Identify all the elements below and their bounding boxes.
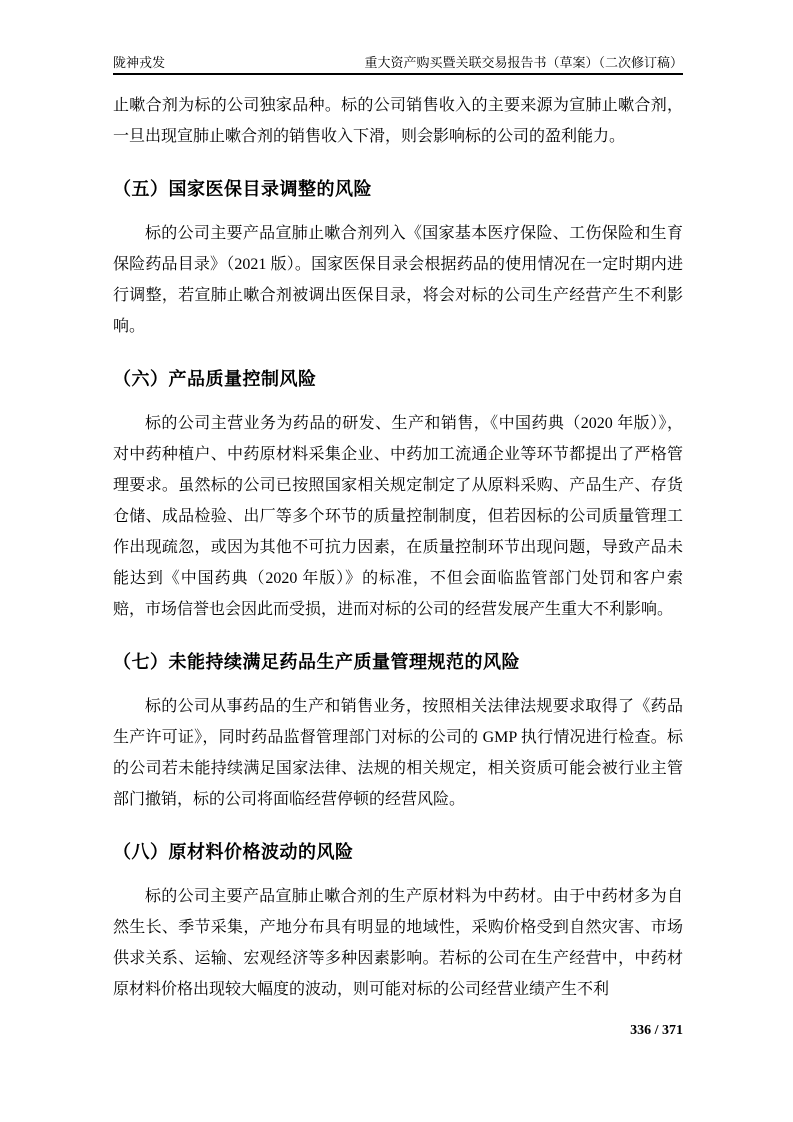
intro-paragraph: 止嗽合剂为标的公司独家品种。标的公司销售收入的主要来源为宣肺止嗽合剂，一旦出现宣肺止嗽合剂的销售收入下滑，则会影响标的公司的盈利能力。	[113, 97, 683, 145]
header-right-text: 重大资产购买暨关联交易报告书（草案）（二次修订稿）	[364, 55, 683, 70]
header-left-text: 陇神戎发	[113, 55, 166, 70]
section-6-heading: （六）产品质量控制风险	[113, 369, 317, 389]
section-7-paragraph: 标的公司从事药品的生产和销售业务，按照相关法律法规要求取得了《药品生产许可证》，同时药品监督管理部门对标的公司的 GMP 执行情况进行检查。标的公司若未能持续满足国家法律、法规的相关规定，相关资质可能会被行业主管部门撤销，标的公司将面临经营停顿的经营风险。	[113, 698, 683, 808]
page-header	[113, 55, 683, 75]
section-5-paragraph: 标的公司主要产品宣肺止嗽合剂列入《国家基本医疗保险、工伤保险和生育保险药品目录》（2021 版）。国家医保目录会根据药品的使用情况在一定时期内进行调整，若宣肺止嗽合剂被调出医保目录，将会对标的公司生产经营产生不利影响。	[113, 225, 683, 335]
section-6-paragraph: 标的公司主营业务为药品的研发、生产和销售，《中国药典（2020 年版）》，对中药种植户、中药原材料采集企业、中药加工流通企业等环节都提出了严格管理要求。虽然标的公司已按照国家相关规定制定了从原料采购、产品生产、存货仓储、成品检验、出厂等多个环节的质量控制制度，但若因标的公司质量管理工作出现疏忽，或因为其他不可抗力因素，在质量控制环节出现问题，导致产品未能达到《中国药典（2020 年版）》的标准，不但会面临监管部门处罚和客户索赔，市场信誉也会因此而受损，进而对标的公司的经营发展产生重大不利影响。	[113, 415, 683, 618]
section-8-paragraph: 标的公司主要产品宣肺止嗽合剂的生产原材料为中药材。由于中药材多为自然生长、季节采集，产地分布具有明显的地域性，采购价格受到自然灾害、市场供求关系、运输、宏观经济等多种因素影响。若标的公司在生产经营中，中药材原材料价格出现较大幅度的波动，则可能对标的公司经营业绩产生不利	[113, 888, 683, 998]
page-number: 336 / 371	[630, 1023, 683, 1038]
section-8-heading: （八）原材料价格波动的风险	[113, 842, 354, 862]
document-body	[113, 76, 683, 1005]
section-5-heading: （五）国家医保目录调整的风险	[113, 179, 372, 199]
section-7-heading: （七）未能持续满足药品生产质量管理规范的风险	[113, 652, 520, 672]
